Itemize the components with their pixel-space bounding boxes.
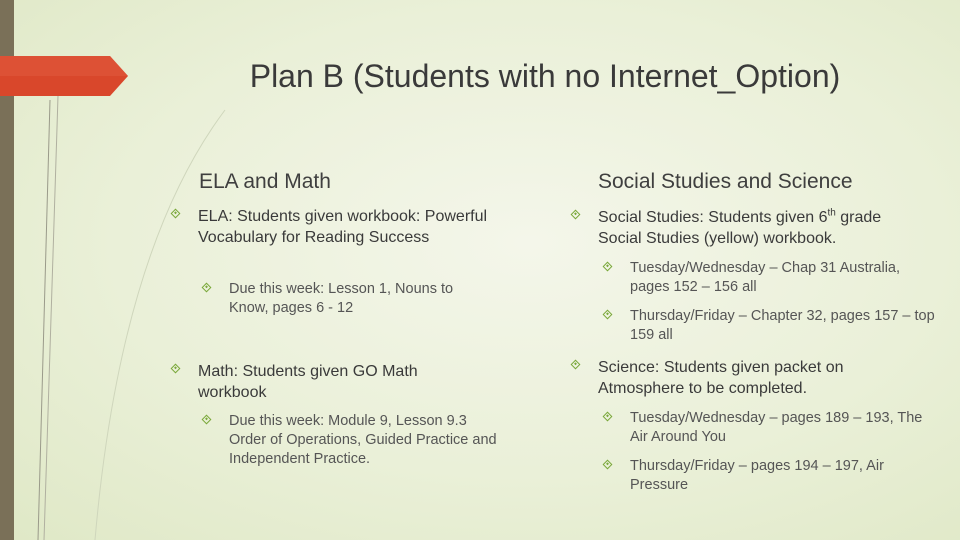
diamond-bullet-icon (603, 262, 613, 272)
diamond-bullet-icon (171, 209, 181, 219)
diamond-bullet-icon (571, 360, 581, 370)
diamond-bullet-icon (171, 364, 181, 374)
sub-list-item-text: Thursday/Friday – Chapter 32, pages 157 – top 159 all (630, 308, 935, 343)
sub-list-item-text: Thursday/Friday – pages 194 – 197, Air Pressure (630, 458, 884, 493)
list-item (172, 361, 492, 405)
sub-list-item (203, 280, 503, 320)
diamond-bullet-icon (571, 210, 581, 220)
list-item-text: Science: Students given packet on Atmosphere to be completed. (598, 359, 844, 397)
diamond-bullet-icon (202, 415, 212, 425)
sub-list-item-text: Due this week: Lesson 1, Nouns to Know, pages 6 - 12 (229, 281, 454, 316)
sub-list-item-text: Tuesday/Wednesday – pages 189 – 193, The Air Around You (630, 410, 923, 445)
list-item-text: ELA: Students given workbook: Powerful Vocabulary for Reading Success (198, 208, 488, 246)
sub-list-item-text: Due this week: Module 9, Lesson 9.3 Order of Operations, Guided Practice and Independent Practice. (229, 413, 497, 467)
diamond-bullet-icon (202, 283, 212, 293)
list-item (572, 207, 932, 251)
diamond-bullet-icon (603, 412, 613, 422)
sub-list-item (604, 259, 944, 299)
list-item-text: Social Studies: Students given 6th grade Social Studies (yellow) workbook. (598, 207, 882, 247)
slide-title: Plan B (Students with no Internet_Option) (249, 58, 841, 94)
list-item-text: Math: Students given GO Math workbook (198, 363, 418, 401)
sub-list-item (604, 409, 944, 449)
sub-list-item (604, 457, 944, 497)
sub-list-item-text: Tuesday/Wednesday – Chap 31 Australia, pages 152 – 156 all (630, 260, 901, 295)
sub-list-item (604, 307, 944, 347)
left-column-heading: ELA and Math (199, 170, 331, 193)
sub-list-item (203, 412, 503, 472)
diamond-bullet-icon (603, 460, 613, 470)
diamond-bullet-icon (603, 310, 613, 320)
list-item (172, 206, 492, 270)
list-item (572, 357, 932, 401)
title-accent-tab (0, 56, 130, 96)
right-column-heading: Social Studies and Science (598, 170, 853, 193)
